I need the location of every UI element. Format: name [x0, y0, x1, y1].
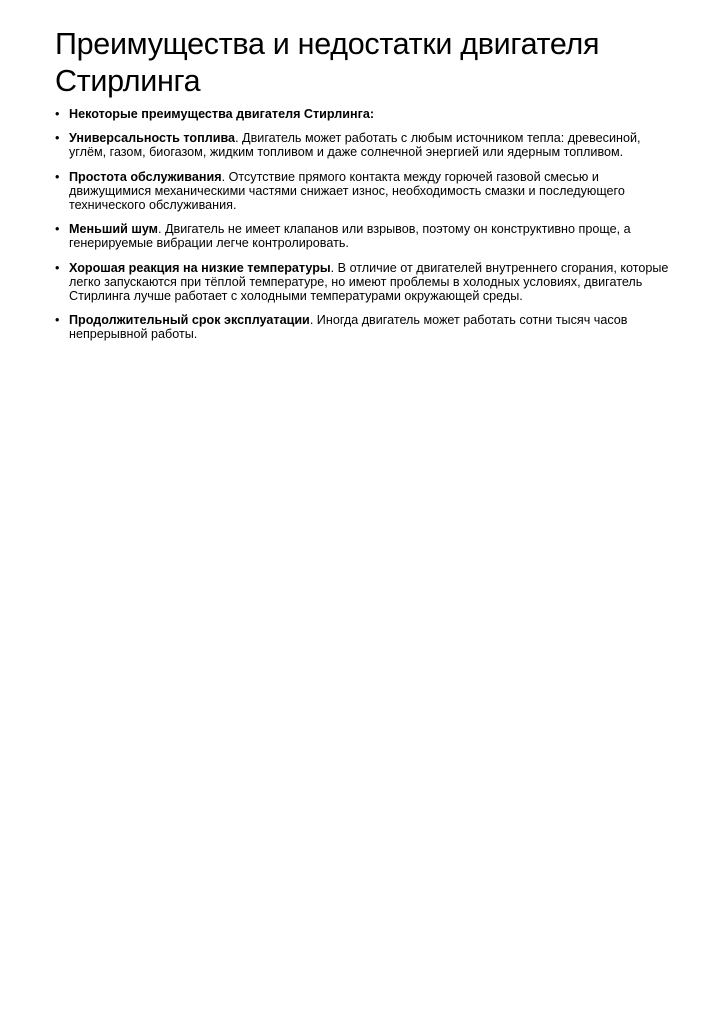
item-term: Продолжительный срок эксплуатации — [69, 313, 310, 328]
item-text: . Отсутствие прямого контакта между горючей газовой смесью и движущимися механическими частями снижает износ, необходимость смазки и последующего технического обслуживания. — [69, 169, 625, 213]
bullet-icon: • — [55, 222, 60, 237]
advantages-list — [55, 107, 675, 352]
item-text: . Двигатель не имеет клапанов или взрывов, поэтому он конструктивно проще, а генерируемые вибрации легче контролировать. — [69, 222, 631, 251]
item-text: . Двигатель может работать с любым источником тепла: древесиной, углём, газом, биогазом, жидким топливом и даже солнечной энергией или ядерным топливом. — [69, 131, 641, 160]
page-title: Преимущества и недостатки двигателя Стирлинга — [55, 27, 600, 98]
list-item-maintenance — [55, 170, 675, 213]
item-text: . Иногда двигатель может работать сотни тысяч часов непрерывной работы. — [69, 313, 628, 342]
list-item-low-temperature — [55, 261, 675, 304]
bullet-icon: • — [55, 131, 60, 146]
item-term: Универсальность топлива — [69, 131, 236, 146]
bullet-icon: • — [55, 260, 60, 275]
intro-text: Некоторые преимущества двигателя Стирлинга: — [69, 107, 375, 121]
list-item-fuel — [55, 131, 675, 159]
bullet-icon: • — [55, 107, 60, 121]
list-item-intro — [55, 107, 675, 121]
item-text: . В отличие от двигателей внутреннего сгорания, которые легко запускаются при тёплой температуре, но имеют проблемы в холодных условиях, двигатель Стирлинга лучше работает с холодными температурами окружающей среды. — [69, 260, 669, 304]
item-term: Хорошая реакция на низкие температуры — [69, 260, 331, 275]
list-item-lifetime — [55, 313, 675, 341]
bullet-icon: • — [55, 313, 60, 328]
item-term: Меньший шум — [69, 222, 158, 237]
bullet-icon: • — [55, 169, 60, 184]
item-term: Простота обслуживания — [69, 169, 222, 184]
list-item-noise — [55, 222, 675, 250]
